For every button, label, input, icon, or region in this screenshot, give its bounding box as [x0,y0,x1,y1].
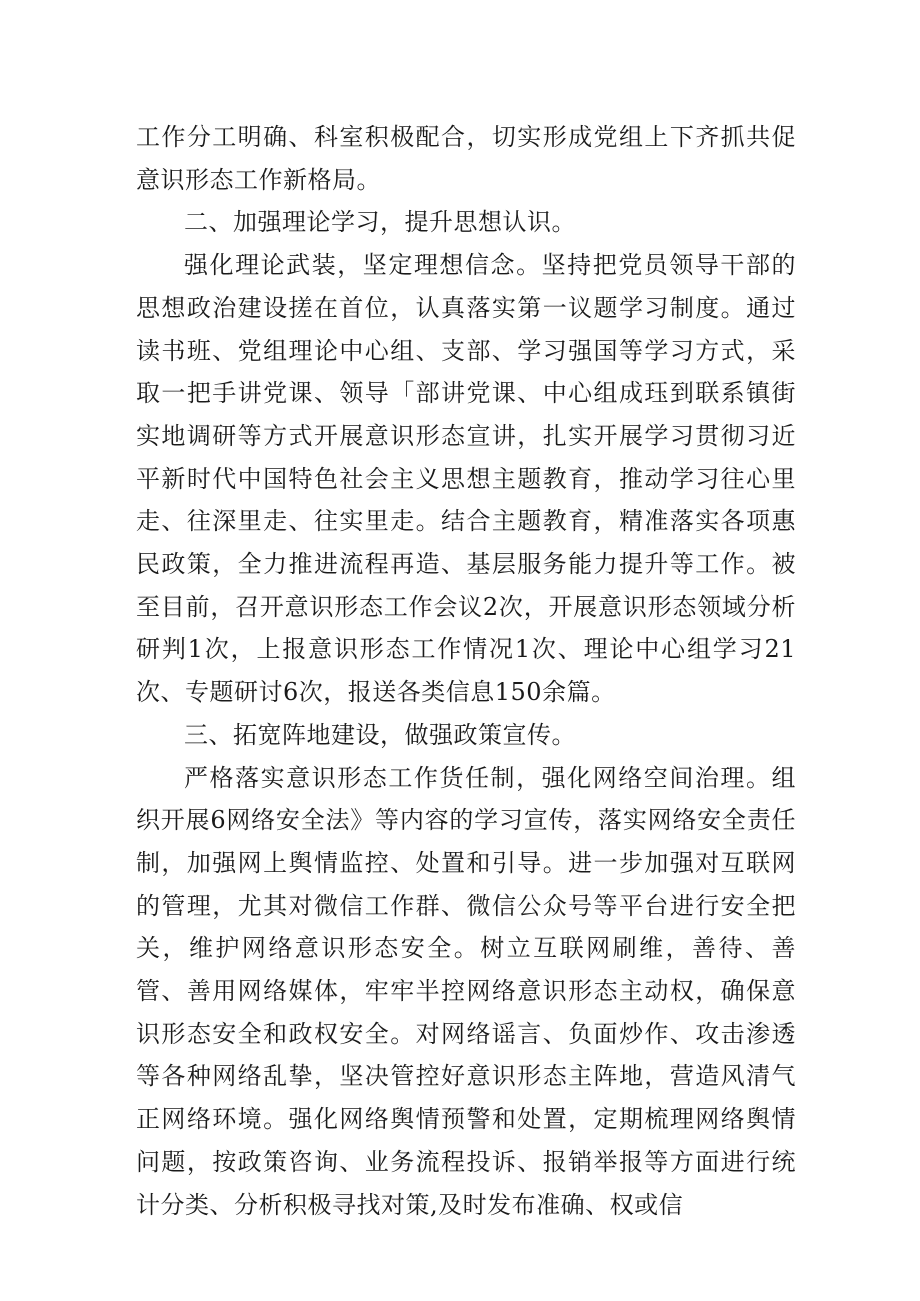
document-body [136,116,796,1226]
paragraph-theory-study: 强化理论武装，坚定理想信念。坚持把党员领导干部的思想政治建设搓在首位，认真落实第一议题学习制度。通过读书班、党组理论中心组、支部、学习强国等学习方式，采取一把手讲党课、领导「部讲党课、中心组成珏到联系镇街实地调研等方式开展意识形态宣讲，扎实开展学习贯彻习近平新时代中国特色社会主义思想主题教育，推动学习往心里走、往深里走、往实里走。结合主题教育，精准落实各项惠民政策，全力推进流程再造、基层服务能力提升等工作。被至目前，召开意识形态工作会议2次，开展意识形态领域分析研判1次，上报意识形态工作情况1次、理论中心组学习21次、专题研讨6次，报送各类信息150余篇。 [136,251,796,707]
paragraph-network-governance: 严格落实意识形态工作货任制，强化网络空间治理。组织开展6网络安全法》等内容的学习宣传，落实网络安全责任制，加强网上舆情监控、处置和引导。进一步加强对互联网的管理，尤其对微信工作群、微信公众号等平台进行安全把关，维护网络意识形态安全。树立互联网刷维，善待、善管、善用网络媒体，牢牢半控网络意识形态主动权，确保意识形态安全和政权安全。对网络谣言、负面炒作、攻击渗透等各种网络乱挚，坚决管控好意识形态主阵地，营造风清气正网络环境。强化网络舆情预警和处置，定期梳理网络舆情问题，按政策咨询、业务流程投诉、报销举报等方面进行统计分类、分析积极寻找对策,及时发布准确、权或信 [136,763,796,1219]
paragraph-continuation: 工作分工明确、科室积极配合，切实形成党组上下齐抓共促意识形态工作新格局。 [136,123,796,194]
section-heading-2: 二、加强理论学习，提升思想认识。 [184,208,576,237]
section-heading-3: 三、拓宽阵地建设，做强政策宣传。 [184,720,576,749]
